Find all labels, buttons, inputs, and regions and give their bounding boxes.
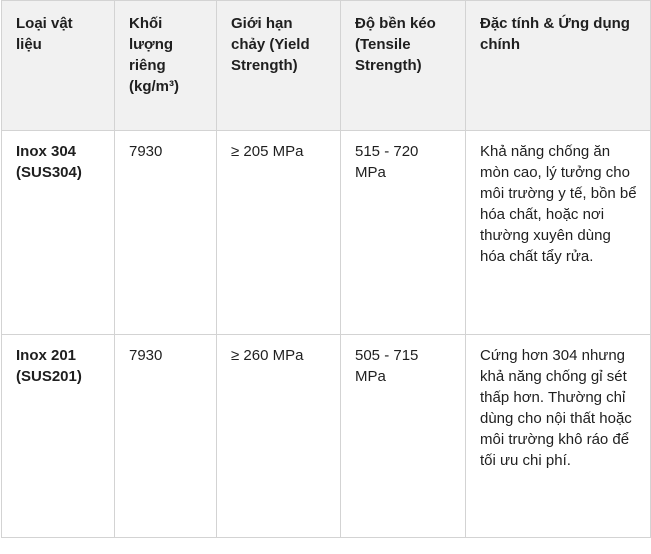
table-body (2, 131, 651, 538)
cell-density: 7930 (115, 131, 217, 335)
cell-yield-strength: ≥ 205 MPa (217, 131, 341, 335)
table-row (2, 131, 651, 335)
header-tensile-strength: Độ bền kéo (Tensile Strength) (341, 1, 466, 131)
material-comparison-table (1, 0, 651, 538)
cell-tensile-strength: 505 - 715 MPa (341, 335, 466, 538)
table-header (2, 1, 651, 131)
cell-material: Inox 201 (SUS201) (2, 335, 115, 538)
cell-density: 7930 (115, 335, 217, 538)
header-properties: Đặc tính & Ứng dụng chính (466, 1, 651, 131)
cell-yield-strength: ≥ 260 MPa (217, 335, 341, 538)
cell-properties: Cứng hơn 304 nhưng khả năng chống gỉ sét thấp hơn. Thường chỉ dùng cho nội thất hoặc môi trường khô ráo để tối ưu chi phí. (466, 335, 651, 538)
header-density: Khối lượng riêng (kg/m³) (115, 1, 217, 131)
table-row (2, 335, 651, 538)
cell-tensile-strength: 515 - 720 MPa (341, 131, 466, 335)
header-row (2, 1, 651, 131)
header-yield-strength: Giới hạn chảy (Yield Strength) (217, 1, 341, 131)
cell-material: Inox 304 (SUS304) (2, 131, 115, 335)
cell-properties: Khả năng chống ăn mòn cao, lý tưởng cho môi trường y tế, bồn bể hóa chất, hoặc nơi thường xuyên dùng hóa chất tẩy rửa. (466, 131, 651, 335)
header-material: Loại vật liệu (2, 1, 115, 131)
